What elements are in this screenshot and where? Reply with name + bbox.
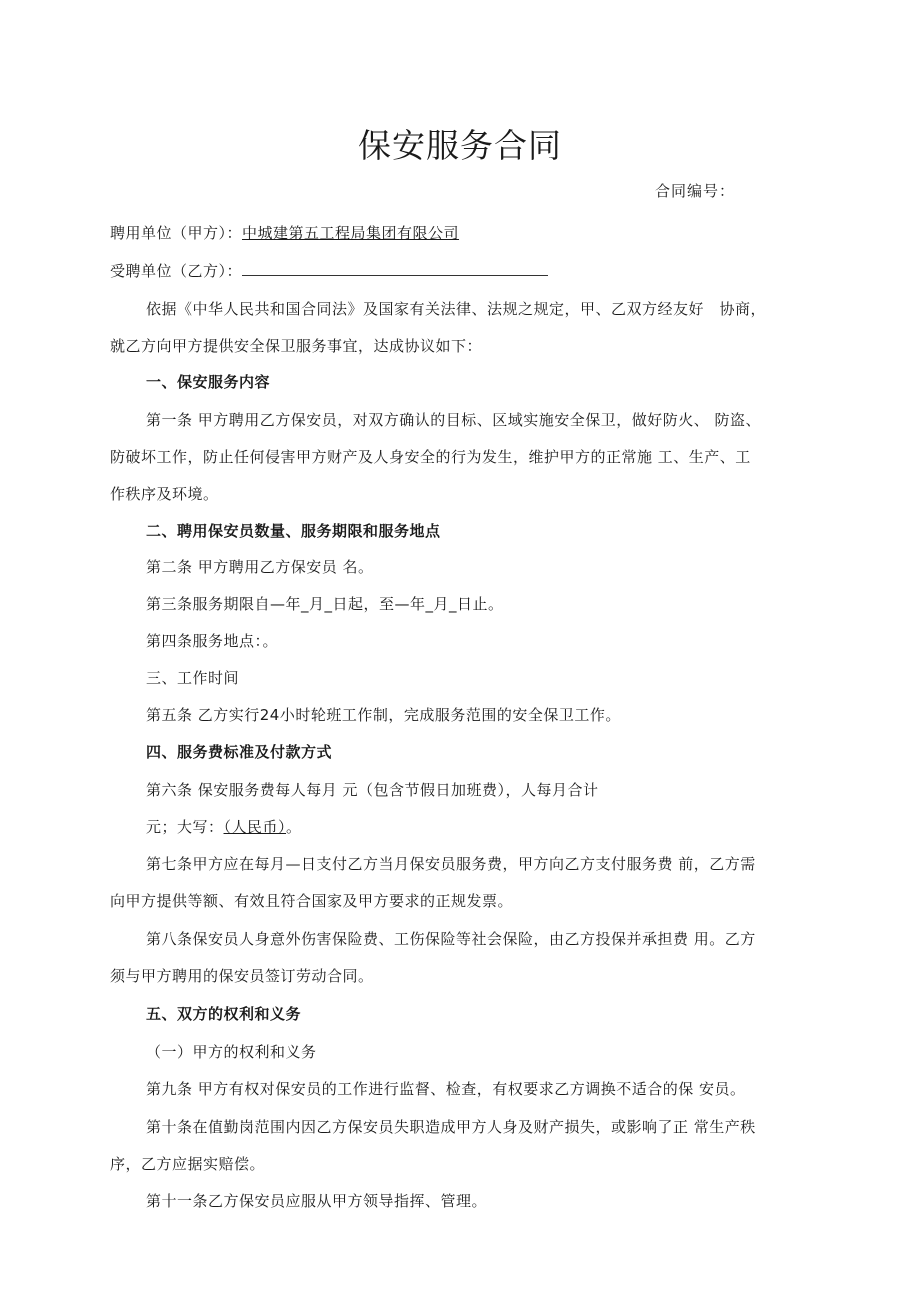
subsection-party-a-rights: （一）甲方的权利和义务 bbox=[146, 1043, 317, 1061]
article-1-line-3: 作秩序及环境。 bbox=[110, 485, 219, 503]
article-8-line-2: 须与甲方聘用的保安员签订劳动合同。 bbox=[110, 967, 374, 985]
party-a-line bbox=[110, 222, 459, 243]
section-1-heading: 一、保安服务内容 bbox=[146, 373, 271, 391]
article-4: 第四条服务地点：。 bbox=[146, 632, 279, 650]
intro-line-2: 就乙方向甲方提供安全保卫服务事宜，达成协议如下： bbox=[110, 337, 483, 355]
intro-line-1: 依据《中华人民共和国合同法》及国家有关法律、法规之规定，甲、乙双方经友好 协商， bbox=[146, 300, 767, 318]
article-9: 第九条 甲方有权对保安员的工作进行监督、检查，有权要求乙方调换不适合的保 安员。 bbox=[146, 1080, 746, 1098]
article-11: 第十一条乙方保安员应服从甲方领导指挥、管理。 bbox=[146, 1192, 488, 1210]
section-2-heading: 二、聘用保安员数量、服务期限和服务地点 bbox=[146, 522, 441, 540]
article-1-line-1: 第一条 甲方聘用乙方保安员，对双方确认的目标、区域实施安全保卫，做好防火、 防盗、 bbox=[146, 411, 762, 429]
article-10-line-1: 第十条在值勤岗范围内因乙方保安员失职造成甲方人身及财产损失，或影响了正 常生产秩 bbox=[146, 1118, 756, 1136]
article-1-line-2: 防破坏工作，防止任何侵害甲方财产及人身安全的行为发生，维护甲方的正常施 工、生产、工 bbox=[110, 448, 751, 466]
article-2: 第二条 甲方聘用乙方保安员 名。 bbox=[146, 558, 374, 576]
section-5-heading: 五、双方的权利和义务 bbox=[146, 1005, 302, 1023]
party-a-label: 聘用单位（甲方）： bbox=[110, 224, 243, 242]
article-6-currency: （人民币） bbox=[223, 818, 287, 836]
party-b-label: 受聘单位（乙方）： bbox=[110, 262, 243, 280]
article-3: 第三条服务期限自—年_月_日起，至—年_月_日止。 bbox=[146, 595, 504, 613]
section-3-heading: 三、工作时间 bbox=[146, 669, 240, 687]
article-7-line-1: 第七条甲方应在每月—日支付乙方当月保安员服务费，甲方向乙方支付服务费 前，乙方需 bbox=[146, 855, 756, 873]
contract-number-label: 合同编号： bbox=[655, 182, 736, 200]
party-b-blank bbox=[242, 263, 548, 276]
article-10-line-2: 序，乙方应据实赔偿。 bbox=[110, 1155, 266, 1173]
party-a-value: 中城建第五工程局集团有限公司 bbox=[242, 224, 460, 242]
article-8-line-1: 第八条保安员人身意外伤害保险费、工伤保险等社会保险，由乙方投保并承担费 用。乙方 bbox=[146, 930, 756, 948]
party-b-line bbox=[110, 260, 548, 281]
article-5: 第五条 乙方实行24小时轮班工作制，完成服务范围的安全保卫工作。 bbox=[146, 706, 621, 724]
article-6-line-2 bbox=[146, 816, 302, 837]
section-4-heading: 四、服务费标准及付款方式 bbox=[146, 743, 333, 761]
document-title: 保安服务合同 bbox=[358, 126, 562, 165]
article-7-line-2: 向甲方提供等额、有效且符合国家及甲方要求的正规发票。 bbox=[110, 892, 514, 910]
article-6-amount-label: 元；大写： bbox=[146, 818, 224, 836]
article-6-line-1: 第六条 保安服务费每人每月 元（包含节假日加班费），人每月合计 bbox=[146, 781, 599, 799]
article-6-period: 。 bbox=[286, 818, 302, 836]
